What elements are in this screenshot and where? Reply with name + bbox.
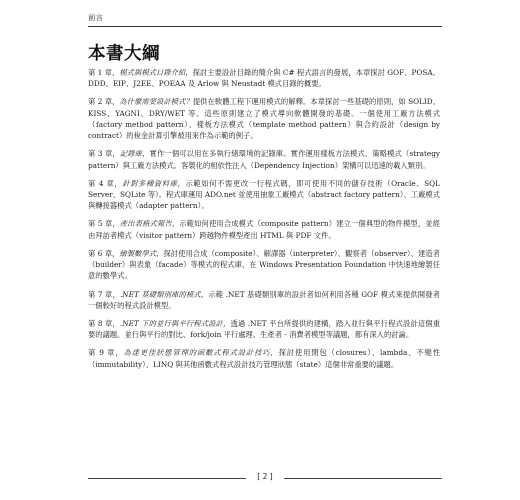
chapter-description: 實作一個可以用在多執行緒環境的記錄庫。實作運用樣板方法模式、策略模式（strategy pattern）與工廠方法模式。客製化的相依性注入（Dependency Injection）架構可以迅速的載入類別。: [88, 149, 441, 170]
chapter-description: 示範 .NET 基礎類別庫的設計者如何利用各種 GOF 模式來提供開發者一個較好的程式設計模型。: [88, 289, 440, 310]
chapter-paragraph-8: [88, 318, 440, 341]
chapter-number: 第 1 章，: [88, 68, 120, 77]
chapter-description: 探討主要設計目錄的簡介與 C# 程式語言的發展，本章探討 GOF、POSA、DDD、EIP、J2EE、POEAA 及 Arlow 與 Neustadt 模式目錄的概要。: [88, 68, 441, 89]
chapter-paragraph-4: [88, 178, 440, 212]
chapter-number: 第 3 章，: [88, 149, 120, 159]
chapter-title: .NET 基礎類別庫的模式，: [119, 289, 209, 299]
chapter-number: 第 4 章，: [88, 178, 123, 188]
chapter-number: 第 5 章，: [88, 219, 120, 229]
chapter-description: 示範如何使用合成模式（composite pattern）建立一個典型的物件模型，並經由拜訪者模式（visitor pattern）跨越物件模型產出 HTML 與 PDF 文件。: [88, 219, 440, 240]
chapter-title: 繪製數學式，: [119, 248, 164, 258]
chapter-description: 透過 .NET 平台所提供的建構，踏入並行與平行程式設計這個重要的議題。並行與平行的對比、fork/join 平行處理、生產者 - 消費者模型等議題，都有深入的討論。: [88, 318, 441, 340]
chapter-number: 第 7 章，: [88, 289, 120, 299]
header-label: 前言: [88, 13, 103, 22]
chapter-paragraph-6: [88, 248, 440, 282]
chapter-description: 示範如何不需更改一行程式碼，即可使用不同的儲存技術（Oracle、SQL Server、SQLite 等）。程式庫運用 ADO.net 並使用抽象工廠模式（abstract factory pattern）、工廠模式與轉接器模式（adapter pattern）。: [88, 178, 441, 211]
chapter-title: .NET 下的並行與平行程式設計，: [119, 318, 231, 328]
chapter-title: 為達更佳狀態管理的函數式程式設計技巧，: [123, 348, 279, 358]
chapter-number: 第 2 章，: [88, 97, 120, 107]
chapter-title: 記錄庫，: [119, 149, 150, 159]
chapter-description: 提供在軟體工程下運用模式的解釋。本章探討一些基礎的原則，如 SOLID、KISS、YAGNI、DRY/WET 等。這些原則建立了模式導向軟體開發的基礎。一個使用工廠方法模式（factory method pattern）、樣板方法模式（template method pattern）與合約設計（design by contract）的稅金計算引擎被用來作為示範的例子。: [88, 97, 441, 141]
chapter-title: 模式與模式目錄介紹，: [119, 68, 193, 77]
chapter-paragraph-2: [88, 96, 440, 141]
chapter-title: 產出表格式報告，: [119, 219, 180, 229]
chapter-paragraph-7: [88, 289, 440, 312]
chapter-title: 為什麼需要設計模式？: [119, 97, 193, 107]
section-title: 本書大綱: [88, 44, 160, 64]
chapter-paragraph-3: [88, 148, 440, 171]
chapter-number: 第 8 章，: [88, 318, 120, 328]
book-outline: [88, 67, 440, 377]
chapter-paragraph-1: [88, 67, 440, 90]
chapter-number: 第 6 章，: [88, 248, 120, 258]
chapter-number: 第 9 章，: [88, 348, 124, 358]
chapter-description: 探討使用閉包（closures）、lambda、不變性（immutability）、LINQ 與其他函數式程式設計技巧管理狀態（state）這個非常重要的議題。: [88, 348, 440, 369]
footer-rule-right: [284, 478, 442, 479]
header-rule: [88, 26, 442, 27]
page-number: [ 2 ]: [257, 472, 273, 481]
chapter-paragraph-5: [88, 218, 440, 241]
chapter-description: 探討使用合成（composite）、解譯器（interpreter）、觀察者（observer）、建造者（builder）與表象（facade）等模式的程式庫，在 Windows Presentation Foundation 中快速地繪製任意的數學式。: [88, 248, 441, 281]
chapter-title: 針對多種資料庫，: [122, 178, 186, 188]
chapter-paragraph-9: [88, 347, 440, 370]
running-header: [88, 12, 442, 27]
page-footer: [88, 472, 442, 484]
